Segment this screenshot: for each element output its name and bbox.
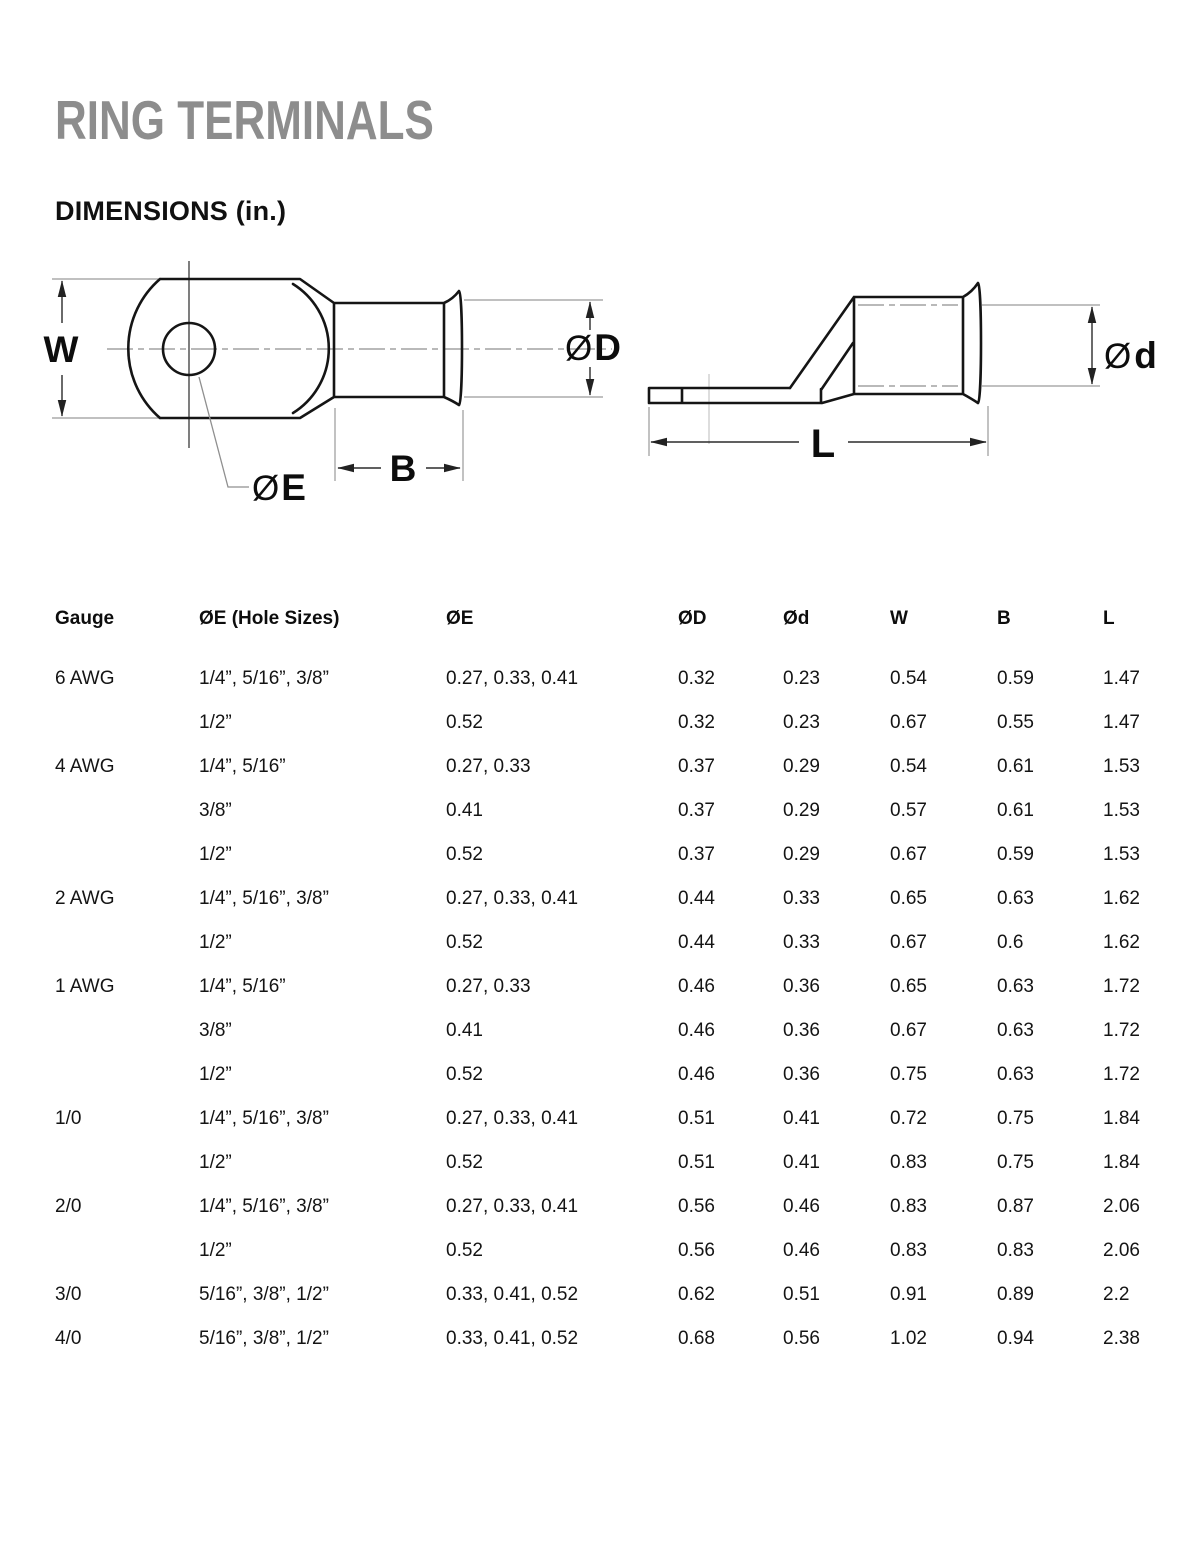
- table-cell: 0.59: [997, 844, 1034, 865]
- table-cell: 1.53: [1103, 756, 1140, 777]
- gauge-cell: 4/0: [55, 1328, 82, 1349]
- table-cell: 0.54: [890, 668, 927, 689]
- dimensions-table: [55, 608, 1200, 1372]
- table-cell: 0.51: [783, 1284, 820, 1305]
- table-cell: 0.23: [783, 712, 820, 733]
- table-cell: 0.57: [890, 800, 927, 821]
- table-cell: 0.89: [997, 1284, 1034, 1305]
- table-row: [55, 712, 1200, 732]
- table-row: [55, 1020, 1200, 1040]
- table-cell: 0.83: [890, 1240, 927, 1261]
- table-cell: 1/2”: [199, 1064, 232, 1085]
- table-cell: 3/8”: [199, 1020, 232, 1041]
- page-title: RING TERMINALS: [55, 89, 434, 151]
- table-cell: 0.46: [678, 1064, 715, 1085]
- table-cell: 1.62: [1103, 888, 1140, 909]
- table-cell: 0.37: [678, 756, 715, 777]
- table-cell: 1/4”, 5/16”, 3/8”: [199, 668, 329, 689]
- table-cell: 0.27, 0.33, 0.41: [446, 1196, 579, 1217]
- table-cell: 1.53: [1103, 800, 1140, 821]
- oe-label: ØE: [252, 467, 306, 508]
- table-cell: 0.33, 0.41, 0.52: [446, 1284, 579, 1305]
- table-cell: 0.52: [446, 1064, 483, 1085]
- table-cell: 0.41: [783, 1108, 820, 1129]
- table-cell: 0.63: [997, 976, 1034, 997]
- b-label: B: [389, 448, 417, 489]
- table-cell: 1/4”, 5/16”, 3/8”: [199, 1108, 329, 1129]
- table-cell: 5/16”, 3/8”, 1/2”: [199, 1328, 329, 1349]
- table-cell: 0.52: [446, 1152, 483, 1173]
- gauge-cell: 6 AWG: [55, 668, 115, 689]
- table-cell: 0.83: [890, 1196, 927, 1217]
- table-cell: 0.41: [446, 800, 483, 821]
- header-l: L: [1103, 608, 1115, 629]
- table-cell: 0.56: [783, 1328, 820, 1349]
- table-row: [55, 932, 1200, 952]
- table-cell: 0.41: [783, 1152, 820, 1173]
- table-cell: 0.37: [678, 844, 715, 865]
- table-row: [55, 800, 1200, 820]
- table-cell: 0.36: [783, 976, 820, 997]
- table-cell: 1.02: [890, 1328, 927, 1349]
- table-cell: 0.75: [997, 1108, 1034, 1129]
- table-cell: 0.65: [890, 976, 927, 997]
- table-cell: 0.56: [678, 1240, 715, 1261]
- table-cell: 0.36: [783, 1020, 820, 1041]
- table-row: [55, 1108, 1200, 1128]
- table-cell: 1/2”: [199, 844, 232, 865]
- table-cell: 0.63: [997, 1020, 1034, 1041]
- table-cell: 0.56: [678, 1196, 715, 1217]
- table-cell: 0.68: [678, 1328, 715, 1349]
- table-row: [55, 888, 1200, 908]
- table-cell: 0.6: [997, 932, 1024, 953]
- gauge-cell: 4 AWG: [55, 756, 115, 777]
- table-cell: 0.75: [997, 1152, 1034, 1173]
- table-row: [55, 1064, 1200, 1084]
- header-gauge: Gauge: [55, 608, 115, 629]
- table-cell: 1.84: [1103, 1152, 1140, 1173]
- table-cell: 0.29: [783, 756, 820, 777]
- table-header-row: [55, 608, 1200, 628]
- table-cell: 2.06: [1103, 1240, 1140, 1261]
- table-cell: 0.37: [678, 800, 715, 821]
- table-group: [55, 1284, 1200, 1304]
- gauge-cell: 1 AWG: [55, 976, 115, 997]
- gauge-cell: 2/0: [55, 1196, 82, 1217]
- table-cell: 0.33: [783, 932, 820, 953]
- table-cell: 0.44: [678, 888, 715, 909]
- header-w: W: [890, 608, 908, 629]
- table-cell: 1/4”, 5/16”, 3/8”: [199, 1196, 329, 1217]
- table-cell: 0.61: [997, 756, 1034, 777]
- table-cell: 0.29: [783, 844, 820, 865]
- table-cell: 0.41: [446, 1020, 483, 1041]
- table-row: [55, 976, 1200, 996]
- table-cell: 0.46: [783, 1240, 820, 1261]
- gauge-cell: 1/0: [55, 1108, 82, 1129]
- table-cell: 3/8”: [199, 800, 232, 821]
- l-label: L: [810, 422, 836, 466]
- table-group: [55, 888, 1200, 952]
- table-cell: 0.62: [678, 1284, 715, 1305]
- table-cell: 0.33, 0.41, 0.52: [446, 1328, 579, 1349]
- table-cell: 0.54: [890, 756, 927, 777]
- table-cell: 0.52: [446, 1240, 483, 1261]
- table-cell: 0.72: [890, 1108, 927, 1129]
- table-cell: 1.72: [1103, 976, 1140, 997]
- top-view-drawing: [44, 261, 621, 508]
- table-cell: 0.52: [446, 932, 483, 953]
- side-view-drawing: [649, 283, 1157, 466]
- dimensions-heading: DIMENSIONS (in.): [55, 196, 287, 226]
- table-cell: 0.87: [997, 1196, 1034, 1217]
- table-cell: 0.44: [678, 932, 715, 953]
- table-cell: 0.83: [890, 1152, 927, 1173]
- table-cell: 5/16”, 3/8”, 1/2”: [199, 1284, 329, 1305]
- od-label: ØD: [565, 327, 621, 368]
- table-cell: 1.84: [1103, 1108, 1140, 1129]
- table-cell: 0.46: [783, 1196, 820, 1217]
- table-cell: 0.55: [997, 712, 1034, 733]
- table-group: [55, 976, 1200, 1084]
- table-cell: 1.53: [1103, 844, 1140, 865]
- table-row: [55, 1284, 1200, 1304]
- table-cell: 0.27, 0.33, 0.41: [446, 668, 579, 689]
- table-row: [55, 756, 1200, 776]
- w-label: W: [43, 329, 79, 370]
- table-cell: 0.67: [890, 932, 927, 953]
- table-cell: 0.27, 0.33: [446, 756, 531, 777]
- table-cell: 0.83: [997, 1240, 1034, 1261]
- table-group: [55, 668, 1200, 732]
- table-cell: 0.29: [783, 800, 820, 821]
- table-group: [55, 1196, 1200, 1260]
- table-cell: 0.27, 0.33, 0.41: [446, 888, 579, 909]
- table-cell: 0.46: [678, 1020, 715, 1041]
- table-cell: 0.36: [783, 1064, 820, 1085]
- table-cell: 0.32: [678, 712, 715, 733]
- table-cell: 1/2”: [199, 712, 232, 733]
- oe-leader-line: [199, 377, 249, 487]
- table-cell: 0.94: [997, 1328, 1034, 1349]
- header-hole-sizes: ØE (Hole Sizes): [199, 608, 340, 629]
- table-body: [55, 668, 1200, 1348]
- terminal-diagrams: [0, 235, 1200, 545]
- table-cell: 1.47: [1103, 712, 1140, 733]
- table-cell: 0.46: [678, 976, 715, 997]
- table-group: [55, 1328, 1200, 1348]
- table-cell: 1/2”: [199, 1240, 232, 1261]
- header-oe: ØE: [446, 608, 474, 629]
- table-cell: 2.2: [1103, 1284, 1130, 1305]
- header-od: ØD: [678, 608, 707, 629]
- table-cell: 2.06: [1103, 1196, 1140, 1217]
- table-cell: 0.51: [678, 1152, 715, 1173]
- table-group: [55, 1108, 1200, 1172]
- table-group: [55, 756, 1200, 864]
- table-cell: 1/2”: [199, 932, 232, 953]
- table-cell: 0.67: [890, 1020, 927, 1041]
- table-cell: 1/4”, 5/16”: [199, 976, 286, 997]
- table-cell: 1.72: [1103, 1064, 1140, 1085]
- table-cell: 0.63: [997, 888, 1034, 909]
- table-row: [55, 1152, 1200, 1172]
- table-cell: 0.27, 0.33, 0.41: [446, 1108, 579, 1129]
- table-row: [55, 668, 1200, 688]
- table-cell: 0.27, 0.33: [446, 976, 531, 997]
- table-cell: 1/4”, 5/16”: [199, 756, 286, 777]
- table-row: [55, 1196, 1200, 1216]
- header-od-small: Ød: [783, 608, 810, 629]
- table-cell: 0.59: [997, 668, 1034, 689]
- table-cell: 0.61: [997, 800, 1034, 821]
- table-cell: 0.63: [997, 1064, 1034, 1085]
- table-cell: 1.47: [1103, 668, 1140, 689]
- table-cell: 0.32: [678, 668, 715, 689]
- table-row: [55, 1328, 1200, 1348]
- table-cell: 0.33: [783, 888, 820, 909]
- table-row: [55, 844, 1200, 864]
- table-cell: 0.75: [890, 1064, 927, 1085]
- table-cell: 0.65: [890, 888, 927, 909]
- side-view-outline: [649, 283, 981, 403]
- gauge-cell: 2 AWG: [55, 888, 115, 909]
- table-cell: 1.72: [1103, 1020, 1140, 1041]
- table-cell: 1/2”: [199, 1152, 232, 1173]
- table-cell: 1.62: [1103, 932, 1140, 953]
- table-cell: 0.67: [890, 712, 927, 733]
- header-b: B: [997, 608, 1011, 629]
- table-row: [55, 1240, 1200, 1260]
- table-cell: 1/4”, 5/16”, 3/8”: [199, 888, 329, 909]
- table-cell: 0.23: [783, 668, 820, 689]
- table-cell: 0.91: [890, 1284, 927, 1305]
- table-cell: 0.52: [446, 844, 483, 865]
- table-cell: 0.51: [678, 1108, 715, 1129]
- table-cell: 2.38: [1103, 1328, 1140, 1349]
- table-cell: 0.67: [890, 844, 927, 865]
- id-label: Ød: [1104, 335, 1157, 376]
- gauge-cell: 3/0: [55, 1284, 82, 1305]
- table-cell: 0.52: [446, 712, 483, 733]
